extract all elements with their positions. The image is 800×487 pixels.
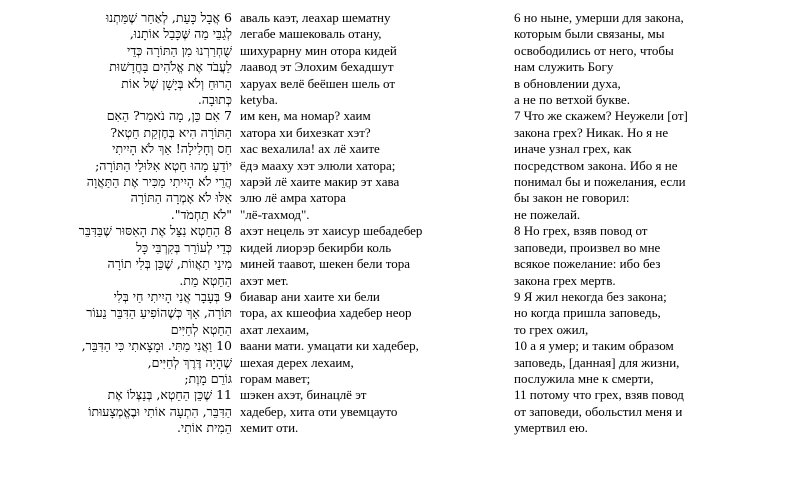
russian-line: послужила мне к смерти,: [514, 370, 654, 386]
transliteration-line: горам мавет;: [240, 370, 311, 386]
transliteration-line: шехая дерех лехаим,: [240, 354, 354, 370]
transliteration-line: харуах велё беёшен шель от: [240, 75, 396, 91]
hebrew-line: מִינֵי תַאֲווֹת, שֶׁכֵּן בְּלִי תוֹרָה: [107, 256, 232, 272]
russian-line: всякое пожелание: ибо без: [514, 256, 661, 272]
transliteration-line: "лё-тахмод".: [240, 206, 310, 222]
transliteration-line: харэй лё хаите макир эт хава: [240, 174, 400, 190]
hebrew-line: כְּדֵי לְעוֹרֵר בְּקִרְבִּי כָּל: [136, 239, 232, 255]
russian-line: в обновлении духа,: [514, 75, 621, 91]
hebrew-line: הַדִּבֵּר, הִתְעָה אוֹתִי וּבֶאֱמְצָעוּתוֹ: [88, 403, 232, 419]
transliteration-line: легабе машековаль отану,: [240, 26, 382, 42]
hebrew-line: הַחֵטְא מֵת.: [179, 272, 232, 288]
transliteration-line: шэкен ахэт, бинацлё эт: [240, 387, 367, 403]
transliteration-line: биавар ани хаите хи бели: [240, 288, 380, 304]
russian-line: не пожелай.: [514, 206, 581, 222]
transliteration-line: им кен, ма номар? хаим: [240, 108, 371, 124]
russian-line: закона грех мертв.: [514, 272, 616, 288]
transliteration-line: шихурарну мин отора кидей: [240, 42, 397, 58]
transliteration-line: ахэт мет.: [240, 272, 289, 288]
russian-line: понимал бы и пожелания, если: [514, 174, 686, 190]
transliteration-line: миней таавот, шекен бели тора: [240, 256, 411, 272]
russian-line: посредством закона. Ибо я не: [514, 157, 678, 173]
transliteration-line: ketyba.: [240, 92, 278, 108]
transliteration-line: кидей лиорэр бекирби коль: [240, 239, 392, 255]
hebrew-line: "לֹא תַחְמֹד".: [170, 206, 232, 222]
russian-line: закона грех? Никак. Но я не: [514, 124, 669, 140]
hebrew-line: שֶׁהָיָה דֶּרֶךְ לְחַיִּים,: [147, 354, 232, 370]
transliteration-line: лаавод эт Элохим бехадшут: [240, 59, 394, 75]
hebrew-line: הֵמִית אוֹתִי.: [176, 420, 232, 436]
russian-line: то грех ожил,: [514, 321, 589, 337]
russian-line: нам служить Богу: [514, 59, 614, 75]
russian-line: 7 Что же скажем? Неужели [от]: [514, 108, 688, 124]
transliteration-line: ахат лехаим,: [240, 321, 310, 337]
russian-line: 11 потому что грех, взяв повод: [514, 387, 684, 403]
transliteration-line: элю лё амра хатора: [240, 190, 346, 206]
russian-line: 10 а я умер; и таким образом: [514, 338, 674, 354]
russian-line: а не по ветхой букве.: [514, 92, 630, 108]
russian-line: 9 Я жил некогда без закона;: [514, 288, 667, 304]
hebrew-line: כְּתוּבָה.: [197, 92, 232, 108]
hebrew-line: 7 אִם כֵּן, מָה נֹאמַר? הַאִם: [106, 108, 232, 124]
russian-line: 8 Но грех, взяв повод от: [514, 223, 648, 239]
transliteration-line: ёдэ мааху хэт элюли хатора;: [240, 157, 396, 173]
hebrew-line: אִלּוּ לֹא אָמְרָה הַתּוֹרָה: [130, 190, 232, 206]
russian-line: умертвил ею.: [514, 420, 588, 436]
russian-line: освободились от него, чтобы: [514, 42, 674, 58]
hebrew-line: הֲרֵי לֹא הָיִיתִי מַכִּיר אֶת הַתַּאֲוָה: [86, 174, 232, 190]
hebrew-line: שֻׁחְרַרְנוּ מִן הַתּוֹרָה כְּדֵי: [126, 42, 232, 58]
transliteration-line: аваль каэт, леахар шематну: [240, 10, 391, 25]
hebrew-line: 11 שֶׁכֵּן הַחֵטְא, בְּנַצְּלוֹ אֶת: [107, 387, 232, 403]
russian-line: 6 но ныне, умерши для закона,: [514, 10, 684, 25]
transliteration-line: тора, ах кшеофиа хадебер неор: [240, 305, 412, 321]
hebrew-line: הָרוּחַ וְלֹא בְּיָשָׁן שֶׁל אוֹת: [121, 75, 232, 91]
hebrew-line: הַחֵטְא לְחַיִּים: [170, 321, 232, 337]
transliteration-line: хемит оти.: [240, 420, 299, 436]
transliteration-column: [240, 10, 440, 437]
hebrew-line: הַתּוֹרָה הִיא בְּחֶזְקַת חֵטְא?: [110, 124, 232, 140]
russian-line: которым были связаны, мы: [514, 26, 665, 42]
russian-line: от заповеди, обольстил меня и: [514, 403, 683, 419]
transliteration-line: ваани мати. умацати ки хадебер,: [240, 338, 419, 354]
hebrew-line: גּוֹרֵם מָוֶת;: [184, 370, 232, 386]
hebrew-line: 6 אֲבָל כָּעֵת, לְאַחַר שֶׁמַּתְנוּ: [105, 10, 232, 25]
hebrew-line: יוֹדֵעַ מַהוּ חֵטְא אִלּוּלֵי הַתּוֹרָה;: [95, 157, 232, 173]
transliteration-line: хатора хи бихезкат хэт?: [240, 124, 371, 140]
transliteration-line: хас вехалила! ах лё хаите: [240, 141, 380, 157]
russian-line: заповедь, [данная] для жизни,: [514, 354, 680, 370]
hebrew-line: תּוֹרָה, אַךְ כְּשֶׁהוֹפִיעַ הַדִּבֵּר נֵעוֹר: [86, 305, 232, 321]
hebrew-line: לַעֲבֹד אֶת אֱלֹהִים בַּחֲדָשׁוּת: [109, 59, 232, 75]
transliteration-line: хадебер, хита оти увемцауто: [240, 403, 398, 419]
transliteration-line: ахэт нецель эт хаисур шебадебер: [240, 223, 423, 239]
hebrew-line: 10 וַאֲנִי מַתִּי. וּמָצָאתִי כִּי הַדִּבֵּר,: [81, 338, 232, 354]
russian-line: иначе узнал грех, как: [514, 141, 632, 157]
hebrew-line: חַס וְחָלִילָה! אַךְ לֹא הָיִיתִי: [112, 141, 232, 157]
hebrew-line: לְגַבֵּי מַה שֶּׁכָּבַל אוֹתָנוּ,: [129, 26, 232, 42]
russian-line: но когда пришла заповедь,: [514, 305, 661, 321]
russian-line: бы закон не говорил:: [514, 190, 630, 206]
russian-line: заповеди, произвел во мне: [514, 239, 661, 255]
hebrew-line: 9 בְּעָבָר אֲנִי הָיִיתִי חַי בְּלִי: [113, 288, 232, 304]
russian-column: [514, 10, 764, 437]
hebrew-column: [60, 10, 232, 437]
hebrew-line: 8 הַחֵטְא נִצֵּל אֶת הָאִסּוּר שֶׁבַּדִּבֵּר: [78, 223, 232, 239]
